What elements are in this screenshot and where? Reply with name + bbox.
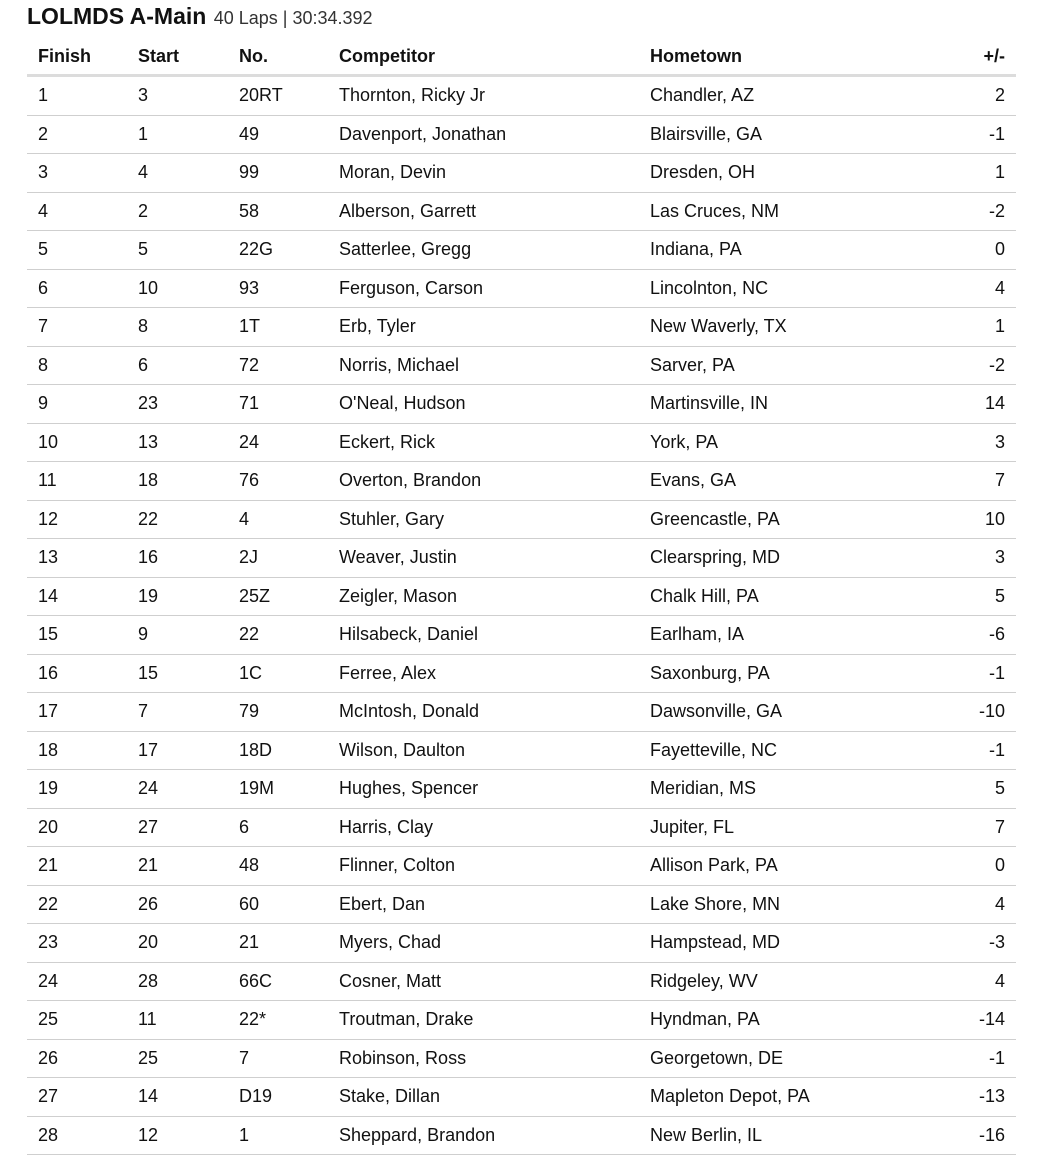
table-row [27, 346, 1016, 385]
start-cell: 22 [127, 500, 228, 539]
table-row [27, 885, 1016, 924]
table-row [27, 1001, 1016, 1040]
position-change-cell: -13 [927, 1078, 1016, 1117]
results-table-header [27, 38, 1016, 76]
start-cell: 26 [127, 885, 228, 924]
competitor-cell: Moran, Devin [328, 154, 639, 193]
competitor-cell: Stuhler, Gary [328, 500, 639, 539]
competitor-cell: Ferree, Alex [328, 654, 639, 693]
car-number-cell: 20RT [228, 76, 328, 116]
start-cell: 25 [127, 1039, 228, 1078]
finish-cell: 24 [27, 962, 127, 1001]
hometown-cell: Martinsville, IN [639, 385, 927, 424]
competitor-cell: Ebert, Dan [328, 885, 639, 924]
column-header-number: No. [228, 38, 328, 76]
competitor-cell: Eckert, Rick [328, 423, 639, 462]
position-change-cell: 1 [927, 308, 1016, 347]
table-row [27, 462, 1016, 501]
table-row [27, 1116, 1016, 1155]
table-row [27, 154, 1016, 193]
start-cell: 28 [127, 962, 228, 1001]
column-header-position-change: +/- [927, 38, 1016, 76]
finish-cell: 26 [27, 1039, 127, 1078]
competitor-cell: Thornton, Ricky Jr [328, 76, 639, 116]
finish-cell: 7 [27, 308, 127, 347]
car-number-cell: 72 [228, 346, 328, 385]
competitor-cell: Sheppard, Brandon [328, 1116, 639, 1155]
car-number-cell: 2J [228, 539, 328, 578]
table-row [27, 115, 1016, 154]
start-cell: 5 [127, 231, 228, 270]
position-change-cell: 3 [927, 423, 1016, 462]
finish-cell: 11 [27, 462, 127, 501]
car-number-cell: 25Z [228, 577, 328, 616]
start-cell: 16 [127, 539, 228, 578]
start-cell: 15 [127, 654, 228, 693]
position-change-cell: 7 [927, 462, 1016, 501]
start-cell: 4 [127, 154, 228, 193]
hometown-cell: Lake Shore, MN [639, 885, 927, 924]
competitor-cell: Cosner, Matt [328, 962, 639, 1001]
finish-cell: 20 [27, 808, 127, 847]
position-change-cell: 0 [927, 847, 1016, 886]
finish-cell: 3 [27, 154, 127, 193]
table-row [27, 577, 1016, 616]
competitor-cell: Norris, Michael [328, 346, 639, 385]
hometown-cell: Las Cruces, NM [639, 192, 927, 231]
competitor-cell: Alberson, Garrett [328, 192, 639, 231]
results-table [27, 38, 1016, 1155]
car-number-cell: 76 [228, 462, 328, 501]
start-cell: 24 [127, 770, 228, 809]
competitor-cell: Davenport, Jonathan [328, 115, 639, 154]
position-change-cell: -14 [927, 1001, 1016, 1040]
finish-cell: 10 [27, 423, 127, 462]
table-row [27, 808, 1016, 847]
table-row [27, 269, 1016, 308]
table-row [27, 731, 1016, 770]
table-row [27, 231, 1016, 270]
position-change-cell: -16 [927, 1116, 1016, 1155]
column-header-finish: Finish [27, 38, 127, 76]
position-change-cell: -10 [927, 693, 1016, 732]
hometown-cell: Jupiter, FL [639, 808, 927, 847]
car-number-cell: 22G [228, 231, 328, 270]
finish-cell: 6 [27, 269, 127, 308]
table-row [27, 770, 1016, 809]
table-row [27, 76, 1016, 116]
competitor-cell: Zeigler, Mason [328, 577, 639, 616]
table-row [27, 847, 1016, 886]
finish-cell: 13 [27, 539, 127, 578]
hometown-cell: Dawsonville, GA [639, 693, 927, 732]
hometown-cell: Chalk Hill, PA [639, 577, 927, 616]
hometown-cell: Indiana, PA [639, 231, 927, 270]
car-number-cell: D19 [228, 1078, 328, 1117]
car-number-cell: 22* [228, 1001, 328, 1040]
car-number-cell: 24 [228, 423, 328, 462]
hometown-cell: Allison Park, PA [639, 847, 927, 886]
start-cell: 9 [127, 616, 228, 655]
position-change-cell: -6 [927, 616, 1016, 655]
position-change-cell: 14 [927, 385, 1016, 424]
competitor-cell: Myers, Chad [328, 924, 639, 963]
hometown-cell: New Waverly, TX [639, 308, 927, 347]
start-cell: 6 [127, 346, 228, 385]
car-number-cell: 79 [228, 693, 328, 732]
table-row [27, 385, 1016, 424]
finish-cell: 16 [27, 654, 127, 693]
finish-cell: 4 [27, 192, 127, 231]
finish-cell: 8 [27, 346, 127, 385]
table-row [27, 308, 1016, 347]
car-number-cell: 49 [228, 115, 328, 154]
finish-cell: 23 [27, 924, 127, 963]
position-change-cell: 4 [927, 269, 1016, 308]
position-change-cell: 5 [927, 577, 1016, 616]
start-cell: 23 [127, 385, 228, 424]
finish-cell: 25 [27, 1001, 127, 1040]
table-row [27, 500, 1016, 539]
start-cell: 7 [127, 693, 228, 732]
car-number-cell: 1 [228, 1116, 328, 1155]
car-number-cell: 22 [228, 616, 328, 655]
finish-cell: 2 [27, 115, 127, 154]
car-number-cell: 1T [228, 308, 328, 347]
competitor-cell: Weaver, Justin [328, 539, 639, 578]
results-title [27, 3, 373, 30]
position-change-cell: 10 [927, 500, 1016, 539]
table-row [27, 962, 1016, 1001]
table-row [27, 1078, 1016, 1117]
hometown-cell: Clearspring, MD [639, 539, 927, 578]
position-change-cell: 4 [927, 885, 1016, 924]
hometown-cell: Mapleton Depot, PA [639, 1078, 927, 1117]
finish-cell: 27 [27, 1078, 127, 1117]
start-cell: 11 [127, 1001, 228, 1040]
car-number-cell: 4 [228, 500, 328, 539]
hometown-cell: Blairsville, GA [639, 115, 927, 154]
table-row [27, 654, 1016, 693]
start-cell: 18 [127, 462, 228, 501]
finish-cell: 18 [27, 731, 127, 770]
race-summary: 40 Laps | 30:34.392 [213, 8, 373, 28]
competitor-cell: Wilson, Daulton [328, 731, 639, 770]
results-table-body [27, 76, 1016, 1155]
hometown-cell: Georgetown, DE [639, 1039, 927, 1078]
start-cell: 13 [127, 423, 228, 462]
position-change-cell: 5 [927, 770, 1016, 809]
race-title: LOLMDS A-Main [27, 3, 207, 29]
finish-cell: 28 [27, 1116, 127, 1155]
hometown-cell: Fayetteville, NC [639, 731, 927, 770]
position-change-cell: -3 [927, 924, 1016, 963]
table-row [27, 1039, 1016, 1078]
finish-cell: 15 [27, 616, 127, 655]
car-number-cell: 60 [228, 885, 328, 924]
hometown-cell: Chandler, AZ [639, 76, 927, 116]
start-cell: 19 [127, 577, 228, 616]
position-change-cell: 1 [927, 154, 1016, 193]
position-change-cell: 4 [927, 962, 1016, 1001]
car-number-cell: 1C [228, 654, 328, 693]
competitor-cell: Harris, Clay [328, 808, 639, 847]
start-cell: 27 [127, 808, 228, 847]
start-cell: 12 [127, 1116, 228, 1155]
start-cell: 21 [127, 847, 228, 886]
header-row [27, 38, 1016, 76]
position-change-cell: -1 [927, 731, 1016, 770]
position-change-cell: 0 [927, 231, 1016, 270]
competitor-cell: O'Neal, Hudson [328, 385, 639, 424]
position-change-cell: 2 [927, 76, 1016, 116]
start-cell: 14 [127, 1078, 228, 1117]
table-row [27, 693, 1016, 732]
start-cell: 3 [127, 76, 228, 116]
column-header-hometown: Hometown [639, 38, 927, 76]
competitor-cell: Erb, Tyler [328, 308, 639, 347]
competitor-cell: Satterlee, Gregg [328, 231, 639, 270]
column-header-competitor: Competitor [328, 38, 639, 76]
hometown-cell: Greencastle, PA [639, 500, 927, 539]
hometown-cell: Evans, GA [639, 462, 927, 501]
car-number-cell: 93 [228, 269, 328, 308]
car-number-cell: 18D [228, 731, 328, 770]
table-row [27, 924, 1016, 963]
position-change-cell: 3 [927, 539, 1016, 578]
finish-cell: 12 [27, 500, 127, 539]
competitor-cell: Flinner, Colton [328, 847, 639, 886]
competitor-cell: Ferguson, Carson [328, 269, 639, 308]
car-number-cell: 21 [228, 924, 328, 963]
car-number-cell: 58 [228, 192, 328, 231]
hometown-cell: New Berlin, IL [639, 1116, 927, 1155]
table-row [27, 616, 1016, 655]
hometown-cell: Lincolnton, NC [639, 269, 927, 308]
finish-cell: 9 [27, 385, 127, 424]
start-cell: 10 [127, 269, 228, 308]
position-change-cell: -1 [927, 654, 1016, 693]
position-change-cell: -1 [927, 115, 1016, 154]
finish-cell: 1 [27, 76, 127, 116]
start-cell: 20 [127, 924, 228, 963]
position-change-cell: -2 [927, 192, 1016, 231]
hometown-cell: Hampstead, MD [639, 924, 927, 963]
hometown-cell: Dresden, OH [639, 154, 927, 193]
start-cell: 17 [127, 731, 228, 770]
competitor-cell: Troutman, Drake [328, 1001, 639, 1040]
position-change-cell: -2 [927, 346, 1016, 385]
finish-cell: 14 [27, 577, 127, 616]
finish-cell: 17 [27, 693, 127, 732]
start-cell: 1 [127, 115, 228, 154]
car-number-cell: 19M [228, 770, 328, 809]
competitor-cell: Hilsabeck, Daniel [328, 616, 639, 655]
competitor-cell: Hughes, Spencer [328, 770, 639, 809]
competitor-cell: McIntosh, Donald [328, 693, 639, 732]
competitor-cell: Robinson, Ross [328, 1039, 639, 1078]
finish-cell: 22 [27, 885, 127, 924]
hometown-cell: Meridian, MS [639, 770, 927, 809]
table-row [27, 539, 1016, 578]
car-number-cell: 7 [228, 1039, 328, 1078]
finish-cell: 5 [27, 231, 127, 270]
car-number-cell: 66C [228, 962, 328, 1001]
hometown-cell: Earlham, IA [639, 616, 927, 655]
car-number-cell: 71 [228, 385, 328, 424]
start-cell: 2 [127, 192, 228, 231]
position-change-cell: 7 [927, 808, 1016, 847]
car-number-cell: 99 [228, 154, 328, 193]
start-cell: 8 [127, 308, 228, 347]
hometown-cell: Hyndman, PA [639, 1001, 927, 1040]
position-change-cell: -1 [927, 1039, 1016, 1078]
car-number-cell: 48 [228, 847, 328, 886]
finish-cell: 19 [27, 770, 127, 809]
car-number-cell: 6 [228, 808, 328, 847]
competitor-cell: Overton, Brandon [328, 462, 639, 501]
hometown-cell: Saxonburg, PA [639, 654, 927, 693]
finish-cell: 21 [27, 847, 127, 886]
hometown-cell: York, PA [639, 423, 927, 462]
hometown-cell: Ridgeley, WV [639, 962, 927, 1001]
table-row [27, 192, 1016, 231]
competitor-cell: Stake, Dillan [328, 1078, 639, 1117]
table-row [27, 423, 1016, 462]
column-header-start: Start [127, 38, 228, 76]
hometown-cell: Sarver, PA [639, 346, 927, 385]
